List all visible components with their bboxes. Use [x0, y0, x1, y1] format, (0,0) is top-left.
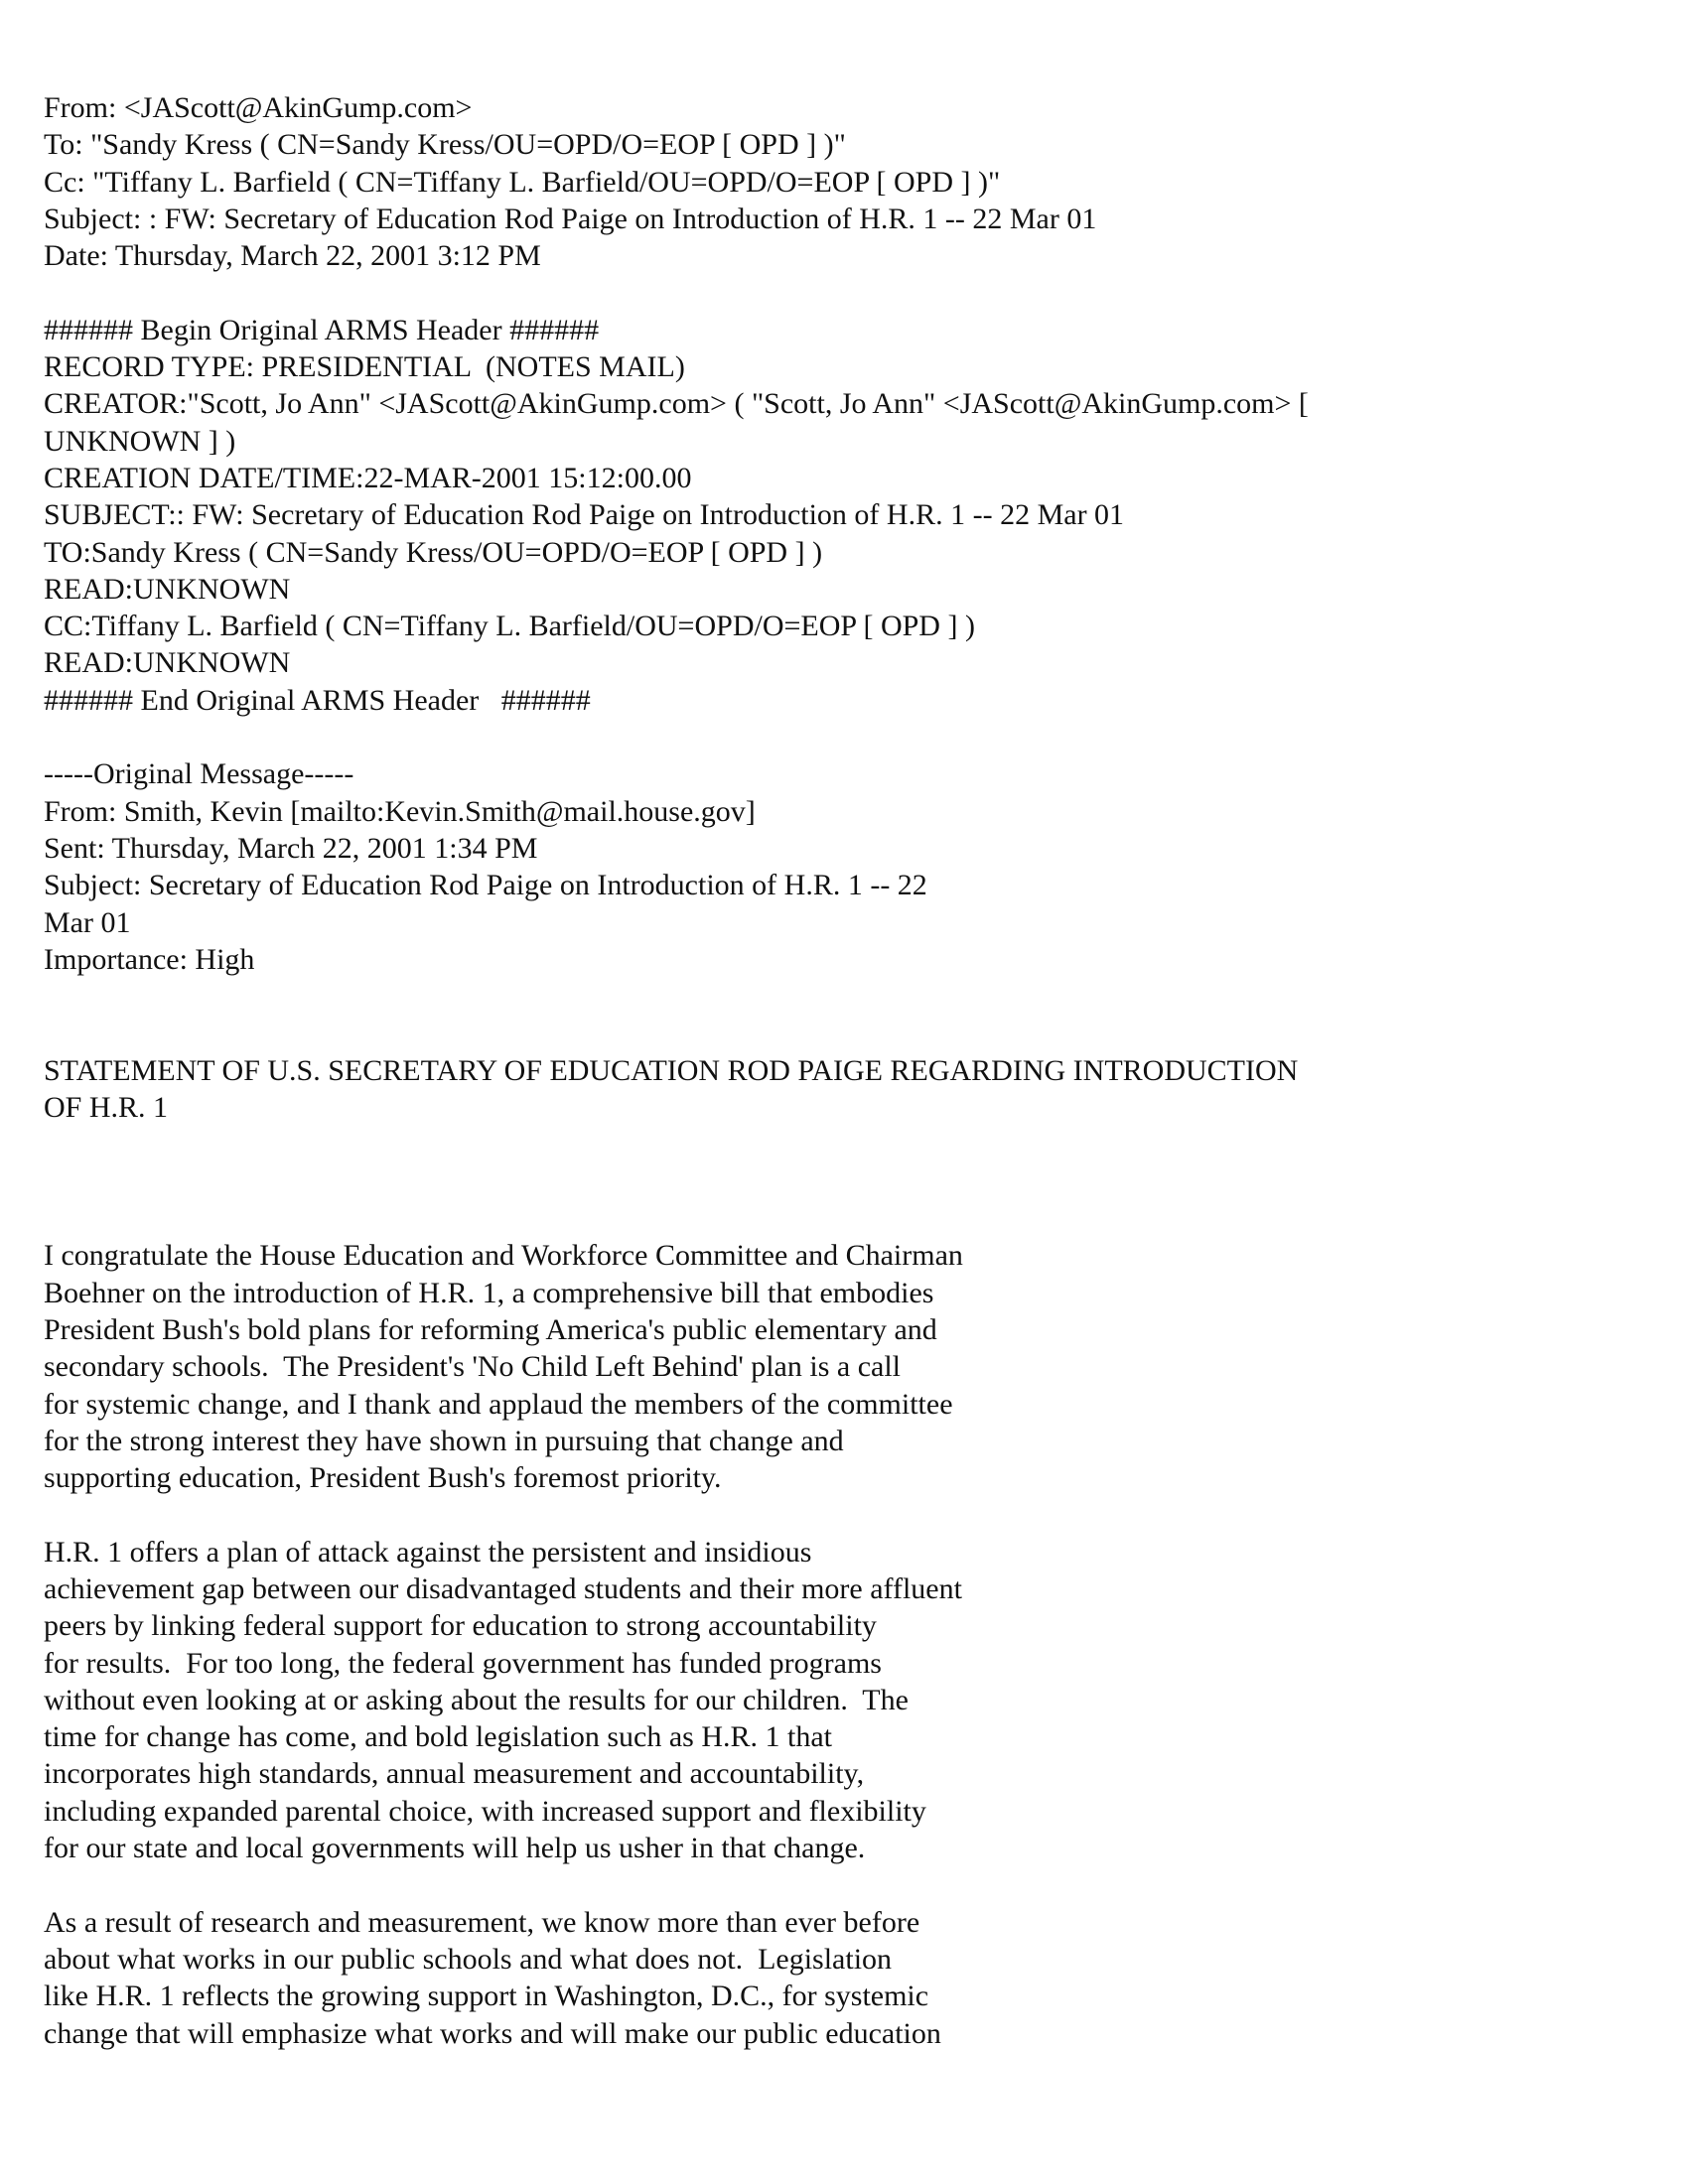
paragraph-line: for systemic change, and I thank and applaud the members of the committee [44, 1387, 953, 1421]
email-header [44, 89, 1593, 274]
paragraph-line: for our state and local governments will help us usher in that change. [44, 1832, 866, 1865]
arms-to: TO:Sandy Kress ( CN=Sandy Kress/OU=OPD/O=EOP [ OPD ] ) [44, 535, 823, 569]
original-importance: Importance: High [44, 942, 255, 976]
paragraph-line: secondary schools. The President's 'No Child Left Behind' plan is a call [44, 1350, 901, 1384]
header-cc: Cc: "Tiffany L. Barfield ( CN=Tiffany L. Barfield/OU=OPD/O=EOP [ OPD ] )" [44, 165, 1001, 199]
body-paragraph [44, 1904, 1593, 2052]
paragraph-line: for the strong interest they have shown in pursuing that change and [44, 1424, 844, 1457]
original-subject-continued: Mar 01 [44, 905, 131, 939]
paragraph-line: achievement gap between our disadvantaged students and their more affluent [44, 1571, 962, 1605]
paragraph-line: incorporates high standards, annual measurement and accountability, [44, 1757, 865, 1791]
spacer [44, 719, 1593, 755]
statement-title-line: STATEMENT OF U.S. SECRETARY OF EDUCATION ROD PAIGE REGARDING INTRODUCTION [44, 1053, 1299, 1087]
arms-subject: SUBJECT:: FW: Secretary of Education Rod Paige on Introduction of H.R. 1 -- 22 Mar 01 [44, 498, 1125, 532]
arms-record-type: RECORD TYPE: PRESIDENTIAL (NOTES MAIL) [44, 350, 685, 384]
original-from: From: Smith, Kevin [mailto:Kevin.Smith@mail.house.gov] [44, 794, 756, 828]
paragraph-line: without even looking at or asking about the results for our children. The [44, 1683, 909, 1716]
document-page [44, 89, 1593, 2052]
paragraph-line: I congratulate the House Education and Workforce Committee and Chairman [44, 1239, 963, 1273]
paragraph-line: As a result of research and measurement, we know more than ever before [44, 1905, 920, 1939]
arms-header [44, 312, 1593, 719]
original-subject: Subject: Secretary of Education Rod Paige on Introduction of H.R. 1 -- 22 [44, 869, 927, 902]
spacer [44, 1496, 1593, 1533]
header-to: To: "Sandy Kress ( CN=Sandy Kress/OU=OPD/O=EOP [ OPD ] )" [44, 128, 846, 162]
original-message-separator: -----Original Message----- [44, 757, 354, 791]
arms-creator-continued: UNKNOWN ] ) [44, 424, 236, 458]
paragraph-line: time for change has come, and bold legislation such as H.R. 1 that [44, 1720, 832, 1754]
paragraph-line: for results. For too long, the federal government has funded programs [44, 1646, 882, 1680]
spacer [44, 274, 1593, 311]
paragraph-line: like H.R. 1 reflects the growing support in Washington, D.C., for systemic [44, 1979, 929, 2013]
body-paragraph [44, 1237, 1593, 1496]
spacer [44, 978, 1593, 1015]
original-message [44, 755, 1593, 978]
arms-creator: CREATOR:"Scott, Jo Ann" <JAScott@AkinGump.com> ( "Scott, Jo Ann" <JAScott@AkinGump.com> [ [44, 387, 1309, 421]
original-sent: Sent: Thursday, March 22, 2001 1:34 PM [44, 831, 538, 865]
body-paragraph [44, 1534, 1593, 1867]
header-from: From: <JAScott@AkinGump.com> [44, 91, 473, 124]
header-subject: Subject: : FW: Secretary of Education Rod Paige on Introduction of H.R. 1 -- 22 Mar 01 [44, 202, 1097, 235]
header-date: Date: Thursday, March 22, 2001 3:12 PM [44, 239, 541, 273]
arms-cc: CC:Tiffany L. Barfield ( CN=Tiffany L. Barfield/OU=OPD/O=EOP [ OPD ] ) [44, 610, 975, 643]
paragraph-line: supporting education, President Bush's foremost priority. [44, 1461, 722, 1495]
paragraph-line: Boehner on the introduction of H.R. 1, a comprehensive bill that embodies [44, 1276, 934, 1309]
arms-begin: ###### Begin Original ARMS Header ###### [44, 313, 600, 346]
paragraph-line: including expanded parental choice, with increased support and flexibility [44, 1794, 926, 1828]
arms-end: ###### End Original ARMS Header ###### [44, 683, 591, 717]
paragraph-line: change that will emphasize what works and will make our public education [44, 2016, 941, 2050]
statement-title [44, 1052, 1593, 1127]
spacer [44, 1126, 1593, 1237]
statement-title-line: OF H.R. 1 [44, 1091, 169, 1125]
arms-read-status: READ:UNKNOWN [44, 572, 291, 606]
arms-read-status: READ:UNKNOWN [44, 646, 291, 680]
paragraph-line: peers by linking federal support for education to strong accountability [44, 1609, 877, 1643]
paragraph-line: H.R. 1 offers a plan of attack against the persistent and insidious [44, 1535, 812, 1569]
arms-creation-date: CREATION DATE/TIME:22-MAR-2001 15:12:00.00 [44, 461, 692, 494]
spacer [44, 1015, 1593, 1051]
paragraph-line: about what works in our public schools and what does not. Legislation [44, 1942, 893, 1976]
paragraph-line: President Bush's bold plans for reforming America's public elementary and [44, 1312, 937, 1346]
spacer [44, 1866, 1593, 1903]
